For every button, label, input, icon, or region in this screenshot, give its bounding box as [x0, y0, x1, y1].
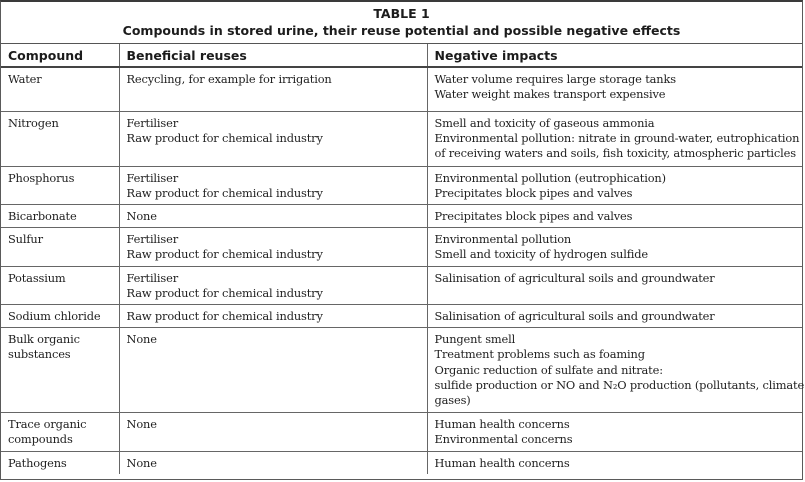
- negative-impacts-cell: [427, 228, 802, 266]
- negative-impacts-cell: [427, 67, 802, 111]
- compounds-table: [1, 2, 805, 474]
- negative-impacts-cell: [427, 266, 802, 304]
- beneficial-reuses-cell: [119, 67, 427, 111]
- table-subtitle: Compounds in stored urine, their reuse potential and possible negative effects: [122, 23, 681, 38]
- cell-line: compounds: [8, 432, 73, 447]
- cell-line: Human health concerns: [434, 417, 570, 432]
- table-row: [1, 204, 802, 227]
- table-row: [1, 413, 802, 451]
- table-row: [1, 166, 802, 204]
- negative-impacts-cell: [427, 413, 802, 451]
- compound-cell: [1, 328, 119, 413]
- table-title: TABLE 1: [373, 6, 430, 21]
- cell-line: Precipitates block pipes and valves: [434, 208, 633, 223]
- beneficial-reuses-cell: [119, 228, 427, 266]
- cell-line: Pungent smell: [434, 332, 516, 347]
- cell-line: Pathogens: [8, 455, 67, 470]
- cell-line: Bicarbonate: [8, 208, 77, 223]
- cell-line: Phosphorus: [8, 170, 75, 185]
- cell-line: Fertiliser: [126, 115, 179, 130]
- cell-line: None: [126, 455, 157, 470]
- compound-cell: [1, 111, 119, 166]
- beneficial-reuses-cell: [119, 328, 427, 413]
- cell-line: Smell and toxicity of hydrogen sulfide: [434, 247, 649, 262]
- cell-line: Water: [8, 72, 42, 86]
- cell-line: Environmental pollution: nitrate in ground-water, eutrophication: [434, 130, 800, 145]
- table-row: [1, 304, 802, 327]
- compound-cell: [1, 204, 119, 227]
- cell-line: Trace organic: [8, 417, 87, 432]
- cell-line: Fertiliser: [126, 270, 179, 285]
- cell-line: Environmental pollution (eutrophication): [434, 170, 666, 185]
- cell-line: Environmental concerns: [434, 432, 573, 447]
- cell-line: Salinisation of agricultural soils and groundwater: [434, 308, 715, 323]
- negative-impacts-cell: [427, 304, 802, 327]
- cell-line: Water weight makes transport expensive: [434, 87, 666, 102]
- compound-cell: [1, 304, 119, 327]
- compound-cell: [1, 451, 119, 474]
- cell-line: None: [126, 208, 157, 223]
- beneficial-reuses-cell: [119, 204, 427, 227]
- compound-cell: [1, 413, 119, 451]
- cell-line: Raw product for chemical industry: [126, 285, 323, 300]
- negative-impacts-cell: [427, 166, 802, 204]
- cell-line: Organic reduction of sulfate and nitrate:: [434, 362, 663, 377]
- header-negative-impacts: Negative impacts: [427, 44, 802, 68]
- compound-cell: [1, 67, 119, 111]
- cell-line: None: [126, 417, 157, 432]
- cell-line: sulfide production or NO and N₂O production (pollutants, climate: [434, 377, 805, 392]
- table-row: [1, 266, 802, 304]
- cell-line: Treatment problems such as foaming: [434, 347, 645, 362]
- table-row: [1, 111, 802, 166]
- beneficial-reuses-cell: [119, 166, 427, 204]
- beneficial-reuses-cell: [119, 451, 427, 474]
- cell-line: Raw product for chemical industry: [126, 185, 323, 200]
- cell-line: Water volume requires large storage tanks: [434, 72, 676, 86]
- table-body: [1, 67, 805, 474]
- cell-line: Human health concerns: [434, 455, 570, 470]
- cell-line: substances: [8, 347, 71, 362]
- compound-cell: [1, 228, 119, 266]
- header-beneficial-reuses: Beneficial reuses: [119, 44, 427, 68]
- cell-line: Bulk organic: [8, 332, 80, 347]
- table-row: [1, 228, 802, 266]
- cell-line: Sulfur: [8, 232, 43, 247]
- beneficial-reuses-cell: [119, 304, 427, 327]
- table-caption: [1, 2, 802, 44]
- beneficial-reuses-cell: [119, 111, 427, 166]
- header-row: [1, 44, 802, 68]
- cell-line: None: [126, 332, 157, 347]
- header-compound: Compound: [1, 44, 119, 68]
- table-row: [1, 451, 802, 474]
- table-row: [1, 328, 802, 413]
- beneficial-reuses-cell: [119, 413, 427, 451]
- negative-impacts-cell: [427, 111, 802, 166]
- cell-line: gases): [434, 392, 471, 407]
- beneficial-reuses-cell: [119, 266, 427, 304]
- cell-line: Fertiliser: [126, 232, 179, 247]
- negative-impacts-cell: [427, 328, 805, 413]
- cell-line: Raw product for chemical industry: [126, 308, 323, 323]
- cell-line: Raw product for chemical industry: [126, 130, 323, 145]
- cell-line: Environmental pollution: [434, 232, 572, 247]
- caption-row: [1, 2, 802, 44]
- negative-impacts-cell: [427, 451, 802, 474]
- cell-line: Fertiliser: [126, 170, 179, 185]
- cell-line: Sodium chloride: [8, 308, 101, 323]
- cell-line: Nitrogen: [8, 115, 59, 130]
- cell-line: Potassium: [8, 270, 66, 285]
- table-row: [1, 67, 802, 111]
- cell-line: Salinisation of agricultural soils and groundwater: [434, 270, 715, 285]
- cell-line: Raw product for chemical industry: [126, 247, 323, 262]
- negative-impacts-cell: [427, 204, 802, 227]
- cell-line: Precipitates block pipes and valves: [434, 185, 633, 200]
- cell-line: of receiving waters and soils, fish toxicity, atmospheric particles: [434, 145, 796, 160]
- compound-cell: [1, 266, 119, 304]
- cell-line: Recycling, for example for irrigation: [126, 72, 332, 86]
- cell-line: Smell and toxicity of gaseous ammonia: [434, 115, 655, 130]
- compound-cell: [1, 166, 119, 204]
